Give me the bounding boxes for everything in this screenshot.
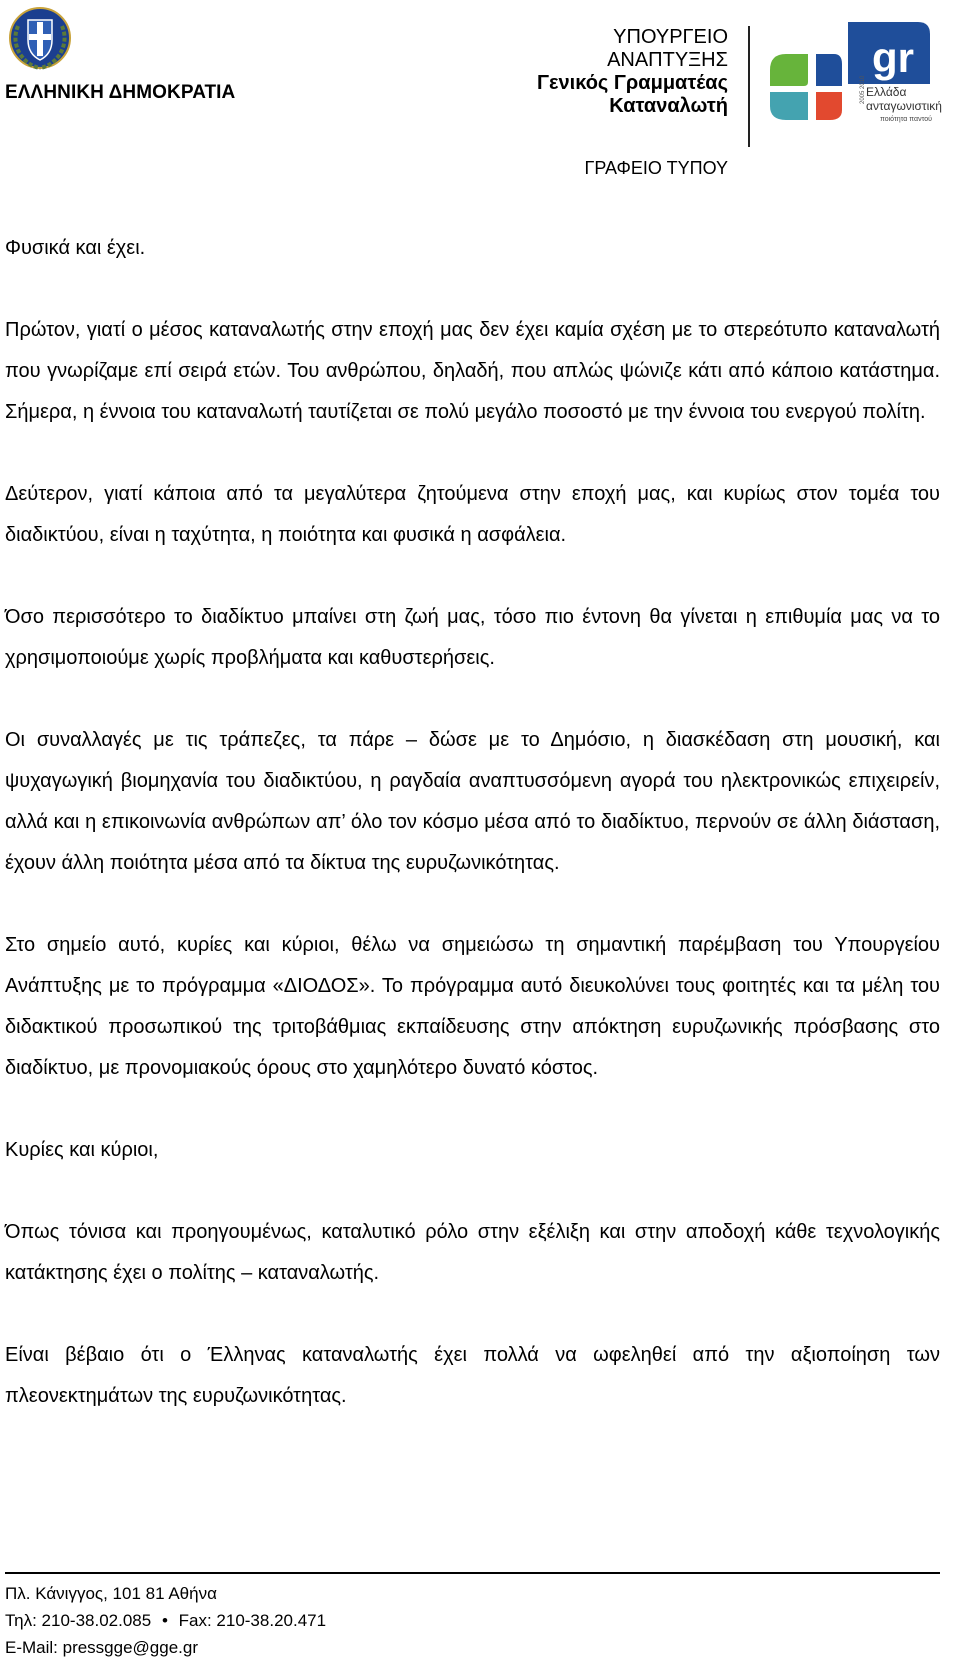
paragraph: Φυσικά και έχει. — [5, 237, 146, 259]
greece-competitive-logo — [768, 20, 944, 130]
paragraph: Δεύτερον, γιατί κάποια από τα μεγαλύτερα ζητούμενα στην εποχή μας, και κυρίως στον τομέα του διαδικτύου, είναι η ταχύτητα, η ποιότητα και φυσικά η ασφάλεια. — [5, 483, 940, 546]
footer-separator: • — [161, 1611, 168, 1630]
footer-rule — [5, 1572, 940, 1574]
footer-contact — [5, 1580, 326, 1661]
footer-email: E-Mail: pressgge@gge.gr — [5, 1638, 199, 1657]
paragraph: Είναι βέβαιο ότι ο Έλληνας καταναλωτής έχει πολλά να ωφεληθεί από την αξιοποίηση των πλεονεκτημάτων της ευρυζωνικότητας. — [5, 1344, 940, 1407]
ministry-line-4: Καταναλωτή — [609, 95, 728, 117]
logo-tagline-3: ποιότητα παντού — [880, 116, 932, 123]
footer-address: Πλ. Κάνιγγος, 101 81 Αθήνα — [5, 1584, 217, 1603]
greek-coat-of-arms-icon — [8, 6, 72, 70]
ministry-line-1: ΥΠΟΥΡΓΕΙΟ — [613, 26, 728, 48]
logo-years: 2005 2010 — [860, 75, 866, 104]
logo-tagline-2: ανταγωνιστική — [866, 99, 942, 113]
paragraph: Όσο περισσότερο το διαδίκτυο μπαίνει στη ζωή μας, τόσο πιο έντονη θα γίνεται η επιθυμία μας να το χρησιμοποιούμε χωρίς προβλήματα και καθυστερήσεις. — [5, 606, 940, 669]
ministry-line-2: ΑΝΑΠΤΥΞΗΣ — [607, 49, 728, 71]
emblem-graphic — [8, 6, 72, 70]
logo-tagline-1: Ελλάδα — [866, 85, 907, 99]
header-divider — [748, 26, 750, 147]
document-body — [5, 228, 940, 1417]
paragraph: Στο σημείο αυτό, κυρίες και κύριοι, θέλω να σημειώσω τη σημαντική παρέμβαση του Υπουργείου Ανάπτυξης με το πρόγραμμα «ΔΙΟΔΟΣ». Το πρόγραμμα αυτό διευκολύνει τους φοιτητές και τα μέλη του διδακτικού προσωπικού της τριτοβάθμιας εκπαίδευσης στην απόκτηση ευρυζωνικής πρόσβασης στο διαδίκτυο, με προνομιακούς όρους στο χαμηλότερο δυνατό κόστος. — [5, 934, 940, 1079]
footer-phone-fax — [5, 1607, 326, 1634]
logo-mark: gr — [872, 34, 914, 81]
footer-fax: Fax: 210-38.20.471 — [178, 1611, 327, 1630]
paragraph: Οι συναλλαγές με τις τράπεζες, τα πάρε – δώσε με το Δημόσιο, η διασκέδαση στη μουσική, και ψυχαγωγική βιομηχανία του διαδικτύου, η ραγδαία αναπτυσσόμενη αγορά του ηλεκτρονικώς επιχειρείν, αλλά και η επικοινωνία ανθρώπων απ’ όλο τον κόσμο μέσα από το διαδίκτυο, περνούν σε άλλη διάσταση, έχουν άλλη ποιότητα μέσα από τα δίκτυα της ευρυζωνικότητας. — [5, 729, 940, 874]
footer-phone: Τηλ: 210-38.02.085 — [5, 1611, 152, 1630]
ministry-block — [537, 26, 728, 118]
logo-graphic — [768, 20, 944, 130]
paragraph: Όπως τόνισα και προηγουμένως, καταλυτικό ρόλο στην εξέλιξη και στην αποδοχή κάθε τεχνολογικής κατάκτησης έχει ο πολίτης – καταναλωτής. — [5, 1221, 940, 1284]
republic-title: ΕΛΛΗΝΙΚΗ ΔΗΜΟΚΡΑΤΙΑ — [5, 82, 236, 103]
paragraph: Κυρίες και κύριοι, — [5, 1139, 159, 1161]
paragraph: Πρώτον, γιατί ο μέσος καταναλωτής στην εποχή μας δεν έχει καμία σχέση με το στερεότυπο καταναλωτή που γνωρίζαμε επί σειρά ετών. Του ανθρώπου, δηλαδή, που απλώς ψώνιζε κάτι από κάποιο κατάστημα. Σήμερα, η έννοια του καταναλωτή ταυτίζεται σε πολύ μεγάλο ποσοστό με την έννοια του ενεργού πολίτη. — [5, 319, 940, 423]
ministry-line-3: Γενικός Γραμματέας — [537, 72, 728, 94]
press-office-label: ΓΡΑΦΕΙΟ ΤΥΠΟΥ — [584, 158, 728, 178]
